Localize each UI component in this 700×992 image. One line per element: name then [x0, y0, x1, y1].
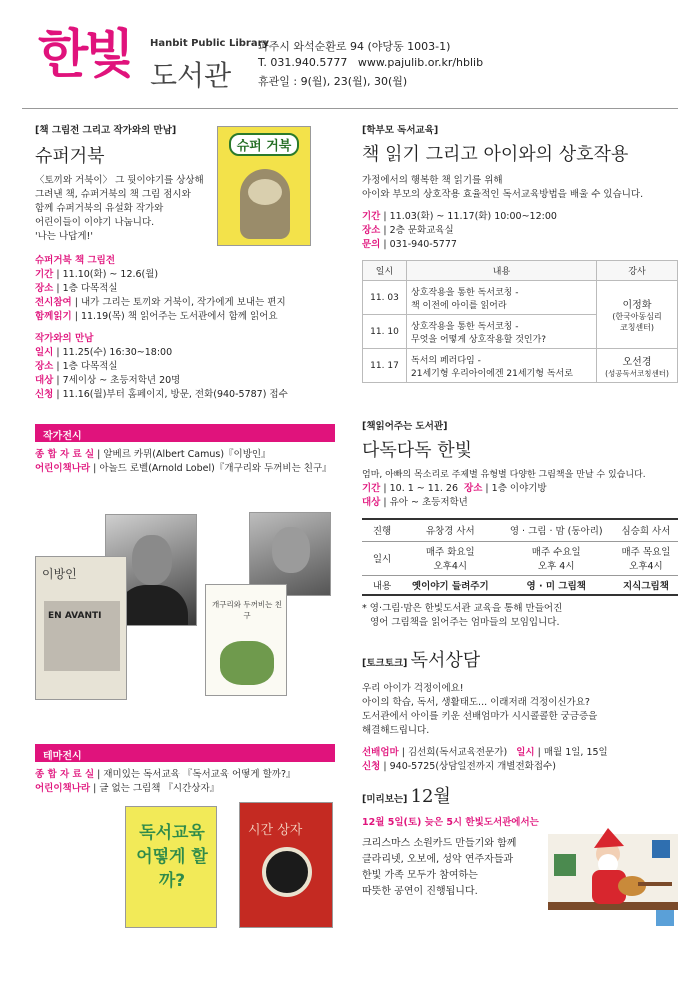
detail-row: 장소 | 1층 다목적실 — [35, 361, 118, 372]
cell-line: 오후4시 — [433, 561, 468, 572]
section-heading — [362, 646, 678, 672]
detail-value: 아놀드 로벨(Arnold Lobel)『개구리와 두꺼비는 친구』 — [99, 463, 332, 474]
cell-line: 책 이전에 아이를 읽어라 — [411, 300, 507, 311]
lecturer-name: 이정화 — [622, 300, 652, 311]
cell-line: 독서의 페러다임 - — [411, 355, 481, 366]
subsection-title: 슈퍼거북 책 그림전 — [35, 255, 116, 266]
detail-value: 2층 문화교육실 — [389, 225, 454, 236]
frog-illustration — [220, 641, 274, 685]
table-cell: 옛이야기 들려주기 — [411, 580, 489, 592]
table-cell — [407, 315, 597, 349]
schedule-table — [362, 260, 678, 383]
book-title: 이방인 — [42, 567, 77, 581]
logo-main: 한빛 — [38, 24, 131, 85]
turtle-face — [248, 179, 282, 205]
header-address: 파주시 와석순환로 94 (야당동 1003-1) — [258, 40, 451, 53]
fish-eye — [262, 847, 312, 897]
detail-row: 함께읽기 | 11.19(목) 책 읽어주는 도서관에서 함께 읽어요 — [35, 311, 278, 322]
detail-key: 장소 — [362, 225, 381, 236]
detail-value: 11.10(화) ~ 12.6(월) — [62, 269, 159, 280]
section-tag: [학부모 독서교육] — [362, 125, 439, 136]
detail-value: 1층 이야기방 — [491, 483, 547, 494]
section-super-turtle — [35, 122, 325, 422]
footnote — [362, 602, 678, 630]
cell-line: 무엇을 어떻게 상호작용할 것인가? — [411, 334, 547, 345]
cover-title: 슈퍼 거북 — [229, 133, 299, 156]
detail-key: 어린이책나라 — [35, 783, 91, 794]
section-title: 12월 — [410, 786, 451, 807]
detail-row: 기간 | 11.10(화) ~ 12.6(월) — [35, 269, 159, 280]
detail-key: 신청 — [35, 389, 54, 400]
detail-value: 1층 다목적실 — [62, 361, 118, 372]
section-desc: 엄마, 아빠의 목소리로 주제별 유형별 다양한 그림책을 만날 수 있습니다. — [362, 470, 646, 480]
lecturer-org: 코칭센터) — [619, 323, 655, 332]
cell-line: 오후4시 — [629, 561, 663, 572]
detail-row: 종 합 자 료 실 | 알베르 카뮈(Albert Camus)『이방인』 — [35, 449, 271, 460]
section-author-exhibit — [35, 424, 335, 704]
section-title: 슈퍼거북 — [35, 146, 105, 167]
desc-line: 아이와 부모의 상호작용 효율적인 독서교육방법을 배울 수 있습니다. — [362, 189, 644, 200]
section-read-aloud — [362, 418, 678, 628]
detail-key: 기간 — [35, 269, 54, 280]
detail-row: 전시참여 | 내가 그리는 토끼와 거북이, 작가에게 보내는 편지 — [35, 297, 286, 308]
table-row — [362, 541, 678, 575]
desc-line: '나는 나답게!' — [35, 231, 93, 242]
logo-en: Hanbit Public Library — [150, 38, 270, 49]
table-header: 유창경 사서 — [425, 526, 475, 538]
header-url[interactable]: www.pajulib.or.kr/hblib — [357, 56, 484, 69]
book-frog-toad-cover — [205, 584, 287, 696]
detail-key: 기간 — [362, 211, 381, 222]
table-cell: 11. 03 — [363, 281, 407, 315]
detail-key: 일시 — [516, 747, 535, 758]
table-cell: 영 · 미 그림책 — [526, 580, 586, 592]
detail-value: 김선희(독서교육전문가) — [407, 747, 508, 758]
detail-value: 재미있는 독서교육 『독서교육 어떻게 할까?』 — [103, 769, 296, 780]
detail-key: 신청 — [362, 761, 381, 772]
detail-key: 함께읽기 — [35, 311, 72, 322]
book-title: 시간 상자 — [248, 823, 303, 838]
detail-value: 7세이상 ~ 초등저학년 20명 — [62, 375, 181, 386]
table-header: 진행 — [372, 526, 392, 538]
section-heading — [362, 782, 678, 808]
detail-key: 일시 — [35, 347, 54, 358]
detail-row: 선배엄마 | 김선희(독서교육전문가) 일시 | 매월 1일, 15일 — [362, 747, 608, 758]
cell-line: 오후 4시 — [537, 561, 575, 572]
cell-line: 매주 화요일 — [425, 547, 475, 558]
lecturer-cell — [597, 349, 678, 383]
detail-key: 대상 — [362, 497, 381, 508]
desc-line: 크리스마스 소원카드 만들기와 함께 — [362, 838, 517, 849]
desc-line: 함께 슈퍼거북의 유설화 작가와 — [35, 203, 164, 214]
book-stranger-cover — [35, 556, 127, 700]
table-header: 영 · 그림 · 맘 (동아리) — [509, 526, 603, 538]
table-cell: 내용 — [372, 580, 392, 592]
book-title: 개구리와 두꺼비는 친구 — [212, 600, 282, 620]
note-line: 영어 그림책을 읽어주는 엄마들의 모임입니다. — [370, 617, 560, 628]
header-phone: T. 031.940.5777 — [258, 56, 348, 69]
desc-line: 〈토끼와 거북이〉 그 뒷이야기를 상상해 — [35, 175, 204, 186]
table-cell — [614, 541, 678, 575]
program-table — [362, 518, 678, 596]
santa-guitar-illustration — [548, 824, 678, 928]
newspaper-text: EN AVANTI — [48, 611, 102, 621]
table-cell — [499, 541, 614, 575]
author-meeting-details — [35, 332, 325, 402]
desc-line: 가정에서의 행복한 책 읽기를 위해 — [362, 175, 503, 186]
detail-row: 종 합 자 료 실 | 재미있는 독서교육 『독서교육 어떻게 할까?』 — [35, 769, 296, 780]
cell-line: 21세기형 우리아이에겐 21세기형 독서로 — [411, 368, 573, 379]
book-title: 독서교육 어떻게 할까? — [136, 823, 208, 891]
detail-key: 종 합 자 료 실 — [35, 769, 95, 780]
detail-key: 문의 — [362, 239, 381, 250]
exhibit-details — [35, 254, 325, 324]
detail-value: 1층 다목적실 — [62, 283, 118, 294]
detail-value: 매월 1일, 15일 — [543, 747, 608, 758]
table-cell — [402, 541, 499, 575]
desc-line: 어린이들이 이야기 나눕니다. — [35, 217, 155, 228]
cell-line: 상호작용을 통한 독서코칭 - — [411, 321, 519, 332]
table-row — [362, 575, 678, 595]
desc-line: 따뜻한 공연이 진행됩니다. — [362, 886, 478, 897]
header-divider — [22, 108, 678, 109]
section-theme-exhibit — [35, 744, 335, 934]
detail-value: 940-5725(상담일전까지 개별전화접수) — [389, 761, 556, 772]
detail-row: 어린이책나라 | 아놀드 로벨(Arnold Lobel)『개구리와 두꺼비는 친구』 — [35, 463, 332, 474]
detail-row: 신청 | 940-5725(상담일전까지 개별전화접수) — [362, 761, 556, 772]
table-row — [363, 349, 678, 383]
table-header: 심승희 사서 — [621, 526, 671, 538]
desc-line: 해결해드립니다. — [362, 725, 430, 736]
subsection-title: 작가와의 만남 — [35, 333, 94, 344]
desc-line: 아이의 학습, 독서, 생활태도... 이래저래 걱정이신가요? — [362, 697, 590, 708]
table-row — [363, 281, 678, 315]
detail-value: 11.16(월)부터 홈페이지, 방문, 전화(940-5787) 접수 — [62, 389, 288, 400]
detail-row: 어린이책나라 | 글 없는 그림책 『시간상자』 — [35, 783, 220, 794]
detail-key: 장소 — [35, 283, 54, 294]
lecturer-cell — [597, 281, 678, 349]
detail-key: 전시참여 — [35, 297, 72, 308]
header — [0, 0, 700, 112]
section-tag: [토크토크] — [362, 658, 408, 669]
detail-row: 신청 | 11.16(월)부터 홈페이지, 방문, 전화(940-5787) 접수 — [35, 389, 288, 400]
desc-line: 클라리넷, 오보에, 성악 연주자들과 — [362, 854, 514, 865]
detail-value: 11.19(목) 책 읽어주는 도서관에서 함께 읽어요 — [80, 311, 278, 322]
table-header-row — [363, 261, 678, 281]
detail-value: 내가 그리는 토끼와 거북이, 작가에게 보내는 편지 — [80, 297, 286, 308]
book-reading-education-cover — [125, 806, 217, 928]
face-shape — [272, 527, 310, 573]
desc-line: 도서관에서 아이를 키운 선배엄마가 시시콜콜한 궁금증을 — [362, 711, 598, 722]
table-header: 일시 — [363, 261, 407, 281]
detail-row: 대상 | 7세이상 ~ 초등저학년 20명 — [35, 375, 181, 386]
desc-line: 한빛 가족 모두가 참여하는 — [362, 870, 478, 881]
section-bar: 테마전시 — [35, 744, 335, 762]
cell-line: 매주 수요일 — [531, 547, 581, 558]
lecturer-org: (성공독서코칭센터) — [605, 368, 669, 378]
table-cell: 일시 — [372, 554, 392, 565]
detail-value: 글 없는 그림책 『시간상자』 — [99, 783, 220, 794]
desc-line: 우리 아이가 걱정이에요! — [362, 683, 464, 694]
section-title: 다독다독 한빛 — [362, 440, 473, 461]
detail-value: 031-940-5777 — [389, 239, 457, 250]
logo-sub: 도서관 — [150, 59, 232, 92]
detail-row: 장소 | 1층 다목적실 — [35, 283, 118, 294]
section-december-preview — [362, 782, 678, 932]
detail-row: 일시 | 11.25(수) 16:30~18:00 — [35, 347, 173, 358]
table-header: 강사 — [597, 261, 678, 281]
table-cell: 11. 10 — [363, 315, 407, 349]
table-cell: 지식그림책 — [623, 580, 669, 592]
table-header: 내용 — [407, 261, 597, 281]
lecturer-name: 오선경 — [622, 356, 652, 368]
detail-value: 10. 1 ~ 11. 26 — [389, 483, 458, 494]
detail-value: 알베르 카뮈(Albert Camus)『이방인』 — [103, 449, 271, 460]
detail-row: 문의 | 031-940-5777 — [362, 239, 457, 250]
table-header-row — [362, 519, 678, 541]
detail-key: 어린이책나라 — [35, 463, 91, 474]
section-title: 독서상담 — [410, 650, 481, 671]
section-tag: [책 그림전 그리고 작가와의 만남] — [35, 125, 177, 136]
section-parent-education — [362, 122, 678, 392]
header-contact — [258, 56, 483, 69]
detail-key: 대상 — [35, 375, 54, 386]
detail-key: 기간 — [362, 483, 381, 494]
table-cell — [407, 349, 597, 383]
header-closed: 휴관일 : 9(월), 23(월), 30(월) — [258, 75, 408, 88]
section-tag: [미리보는] — [362, 794, 408, 805]
detail-row: 기간 | 11.03(화) ~ 11.17(화) 10:00~12:00 — [362, 211, 557, 222]
note-line: * 영·그림·맘은 한빛도서관 교육을 통해 만들어진 — [362, 603, 563, 614]
detail-row: 기간 | 10. 1 ~ 11. 26 장소 | 1층 이야기방 — [362, 483, 547, 494]
super-turtle-cover — [217, 126, 311, 246]
detail-value: 유아 ~ 초등저학년 — [389, 497, 468, 508]
face-shape — [132, 535, 172, 585]
desc-line: 그려낸 책, 슈퍼거북의 책 그림 점시와 — [35, 189, 191, 200]
detail-key: 장소 — [35, 361, 54, 372]
section-title: 책 읽기 그리고 아이와의 상호작용 — [362, 144, 629, 165]
detail-row: 장소 | 2층 문화교육실 — [362, 225, 454, 236]
detail-value: 11.03(화) ~ 11.17(화) 10:00~12:00 — [389, 211, 557, 222]
detail-row: 대상 | 유아 ~ 초등저학년 — [362, 497, 468, 508]
detail-key: 장소 — [464, 483, 483, 494]
section-reading-counsel — [362, 646, 678, 776]
event-headline: 12월 5일(토) 늦은 5시 한빛도서관에서는 — [362, 817, 539, 828]
cell-line: 매주 목요일 — [621, 547, 671, 558]
table-cell — [407, 281, 597, 315]
detail-key: 종 합 자 료 실 — [35, 449, 95, 460]
book-time-box-cover — [239, 802, 333, 928]
detail-value: 11.25(수) 16:30~18:00 — [62, 347, 173, 358]
cover-photo — [44, 601, 120, 671]
table-cell: 11. 17 — [363, 349, 407, 383]
section-bar: 작가전시 — [35, 424, 335, 442]
lecturer-org: (한국아동심리 — [612, 312, 662, 321]
cell-line: 상호작용을 통한 독서코칭 - — [411, 287, 519, 298]
detail-key: 선배엄마 — [362, 747, 399, 758]
section-tag: [책읽어주는 도서관] — [362, 421, 448, 432]
